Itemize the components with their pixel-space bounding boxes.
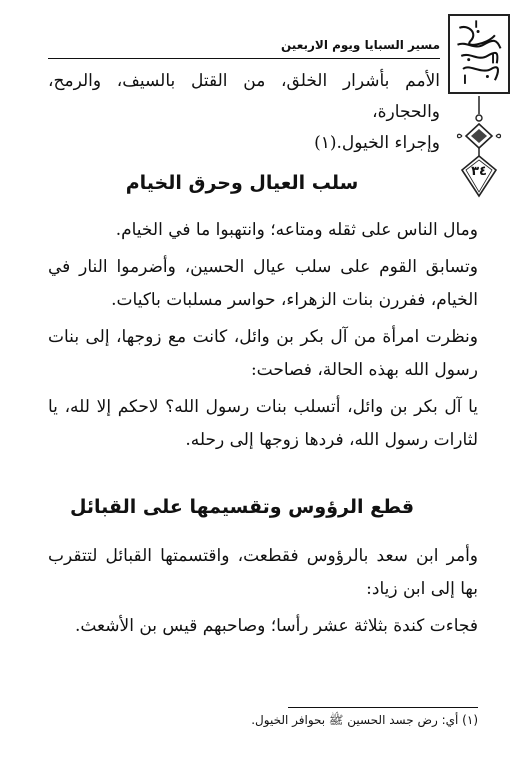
ornament-icon [448,96,510,201]
page-number: ٣٤ [471,164,487,179]
header-divider [48,58,440,59]
paragraph: ونظرت امرأة من آل بكر بن وائل، كانت مع زوجها، إلى بنات رسول الله بهذه الحالة، فصاحت: [48,327,478,380]
section-heading-2: قطع الرؤوس وتقسيمها على القبائل [69,496,415,518]
footnote: (١) أي: رض جسد الحسين ﷺ بحوافر الخيول. [251,713,478,727]
intro-line-1: الأمم بأشرار الخلق، من القتل بالسيف، والرمح، والحجارة، [48,71,440,122]
intro-text [48,66,440,159]
chain-ornament [448,96,510,201]
section-2-body [48,540,478,647]
running-title: مسير السبايا ويوم الاربعين [281,38,440,52]
section-1-body [48,214,478,461]
paragraph: وأمر ابن سعد بالرؤوس فقطعت، واقتسمتها القبائل لتتقرب بها إلى ابن زياد: [48,546,478,599]
paragraph: فجاءت كندة بثلاثة عشر رأسا؛ وصاحبهم قيس بن الأشعث. [74,616,478,636]
calligraphy-logo [448,14,510,94]
paragraph: يا آل بكر بن وائل، أتسلب بنات رسول الله؟ لاحكم إلا لله، يا لثارات رسول الله، فردها زوجها إلى رحله. [48,397,478,450]
paragraph: ومال الناس على ثقله ومتاعه؛ وانتهبوا ما في الخيام. [115,220,478,240]
paragraph: وتسابق القوم على سلب عيال الحسين، وأضرموا النار في الخيام، ففررن بنات الزهراء، حواسر مسلبات باكيات. [48,257,478,310]
intro-line-2: وإجراء الخيول.(١) [314,133,440,153]
calligraphy-logo-icon [450,16,508,92]
footnote-divider [288,707,478,708]
section-heading-1: سلب العيال وحرق الخيام [125,172,359,194]
